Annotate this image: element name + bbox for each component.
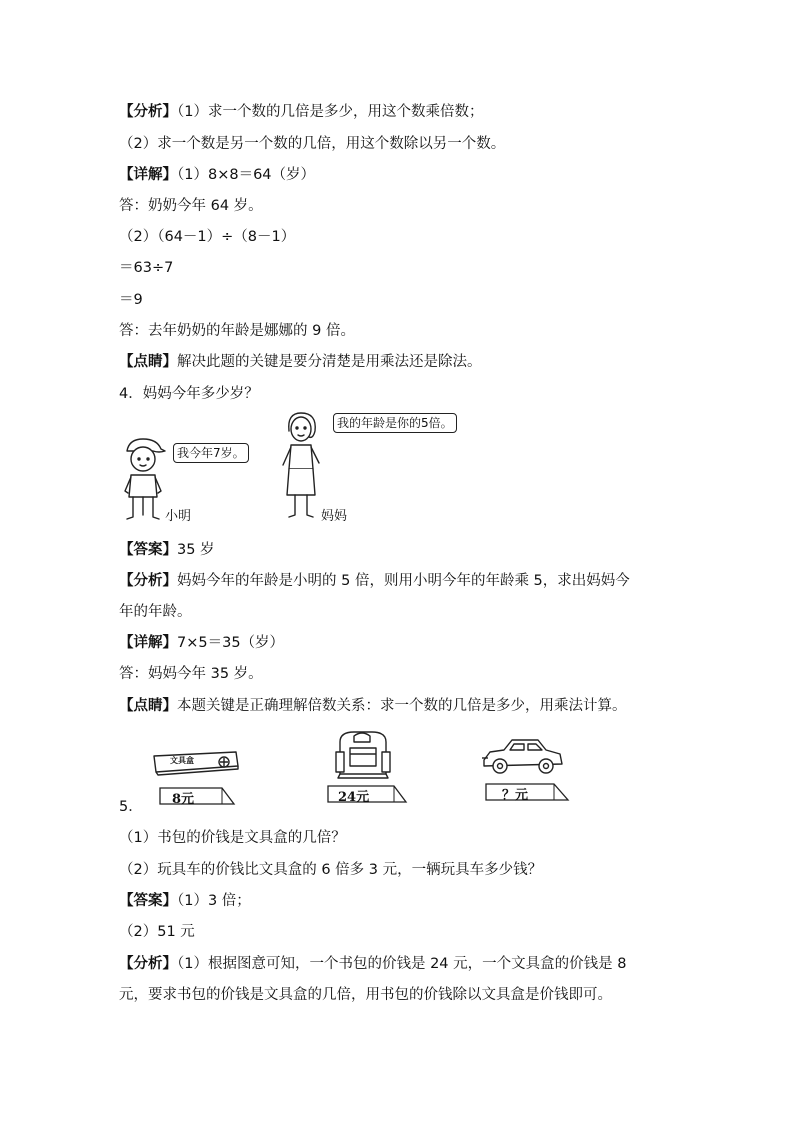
boy-illustration	[119, 437, 167, 523]
line-text: 35 岁	[177, 542, 215, 558]
text-line	[119, 134, 505, 154]
line-text: 7×5＝35（岁）	[177, 635, 285, 651]
mom-name-label: 妈妈	[321, 509, 348, 524]
line-text: 妈妈今年的年龄是小明的 5 倍，则用小明今年的年龄乘 5，求出妈妈今	[177, 573, 630, 589]
boy-speech-bubble: 我今年7岁。	[173, 443, 249, 463]
text-line	[119, 922, 195, 942]
line-text: （1）根据图意可知，一个书包的价钱是 24 元，一个文具盒的价钱是 8	[177, 956, 627, 972]
section-tag: 【分析】	[119, 104, 177, 120]
text-line	[119, 891, 251, 911]
text-line	[119, 321, 355, 341]
line-text: 元，要求书包的价钱是文具盒的几倍，用书包的价钱除以文具盒是价钱即可。	[119, 987, 612, 1003]
line-text: 答：妈妈今年 35 岁。	[119, 666, 263, 682]
line-text: （2）玩具车的价钱比文具盒的 6 倍多 3 元，一辆玩具车多少钱？	[119, 862, 543, 878]
section-tag: 【答案】	[119, 542, 177, 558]
text-line	[119, 352, 482, 372]
toy-car-illustration	[480, 736, 566, 776]
section-tag: 【点睛】	[119, 354, 177, 370]
prices-figure	[140, 726, 590, 806]
text-line	[119, 258, 173, 278]
text-line	[119, 290, 143, 310]
text-line	[119, 571, 630, 591]
text-line	[119, 860, 542, 880]
boy-name-label: 小明	[165, 509, 192, 524]
pencil-box-price: 8元	[172, 792, 195, 807]
question-title	[119, 797, 143, 817]
line-text: 本题关键是正确理解倍数关系：求一个数的几倍是多少，用乘法计算。	[177, 698, 627, 714]
line-text: （1）3 倍；	[177, 893, 251, 909]
section-tag: 【分析】	[119, 956, 177, 972]
text-line	[119, 540, 215, 560]
text-line	[119, 102, 483, 122]
question-title	[119, 384, 259, 404]
line-text: （2）求一个数是另一个数的几倍，用这个数除以另一个数。	[119, 136, 506, 152]
schoolbag-price: 24元	[338, 790, 370, 805]
line-text: （2）51 元	[119, 924, 195, 940]
mom-speech-bubble: 我的年龄是你的5倍。	[333, 413, 457, 433]
text-line	[119, 954, 626, 974]
text-line	[119, 985, 612, 1005]
text-line	[119, 165, 315, 185]
line-text: 答：奶奶今年 64 岁。	[119, 198, 263, 214]
line-text: 年的年龄。	[119, 604, 192, 620]
text-line	[119, 227, 295, 247]
pencil-box-illustration	[150, 750, 242, 776]
text-line	[119, 664, 263, 684]
line-text: （1）书包的价钱是文具盒的几倍？	[119, 830, 346, 846]
pencil-box-price-tag	[158, 786, 236, 806]
line-text: ＝9	[119, 292, 143, 308]
toy-car-price: ？元	[502, 788, 529, 803]
line-text: 解决此题的关键是要分清楚是用乘法还是除法。	[177, 354, 482, 370]
text-line	[119, 602, 192, 622]
text-line	[119, 633, 284, 653]
mom-illustration	[279, 409, 325, 523]
line-text: （1）求一个数的几倍是多少，用这个数乘倍数；	[177, 104, 484, 120]
section-tag: 【点睛】	[119, 698, 177, 714]
section-tag: 【答案】	[119, 893, 177, 909]
line-text: （2）（64－1）÷（8－1）	[119, 229, 296, 245]
ages-figure	[115, 405, 475, 525]
section-tag: 【详解】	[119, 635, 177, 651]
schoolbag-illustration	[330, 728, 394, 780]
line-text: ＝63÷7	[119, 260, 174, 276]
text-line	[119, 828, 346, 848]
section-tag: 【分析】	[119, 573, 177, 589]
line-text: 4．妈妈今年多少岁？	[119, 386, 259, 402]
line-text: 5．	[119, 799, 143, 815]
text-line	[119, 696, 627, 716]
text-line	[119, 196, 263, 216]
line-text: 答：去年奶奶的年龄是娜娜的 9 倍。	[119, 323, 355, 339]
section-tag: 【详解】	[119, 167, 177, 183]
line-text: （1）8×8＝64（岁）	[177, 167, 316, 183]
pencil-box-label: 文具盒	[170, 755, 194, 765]
